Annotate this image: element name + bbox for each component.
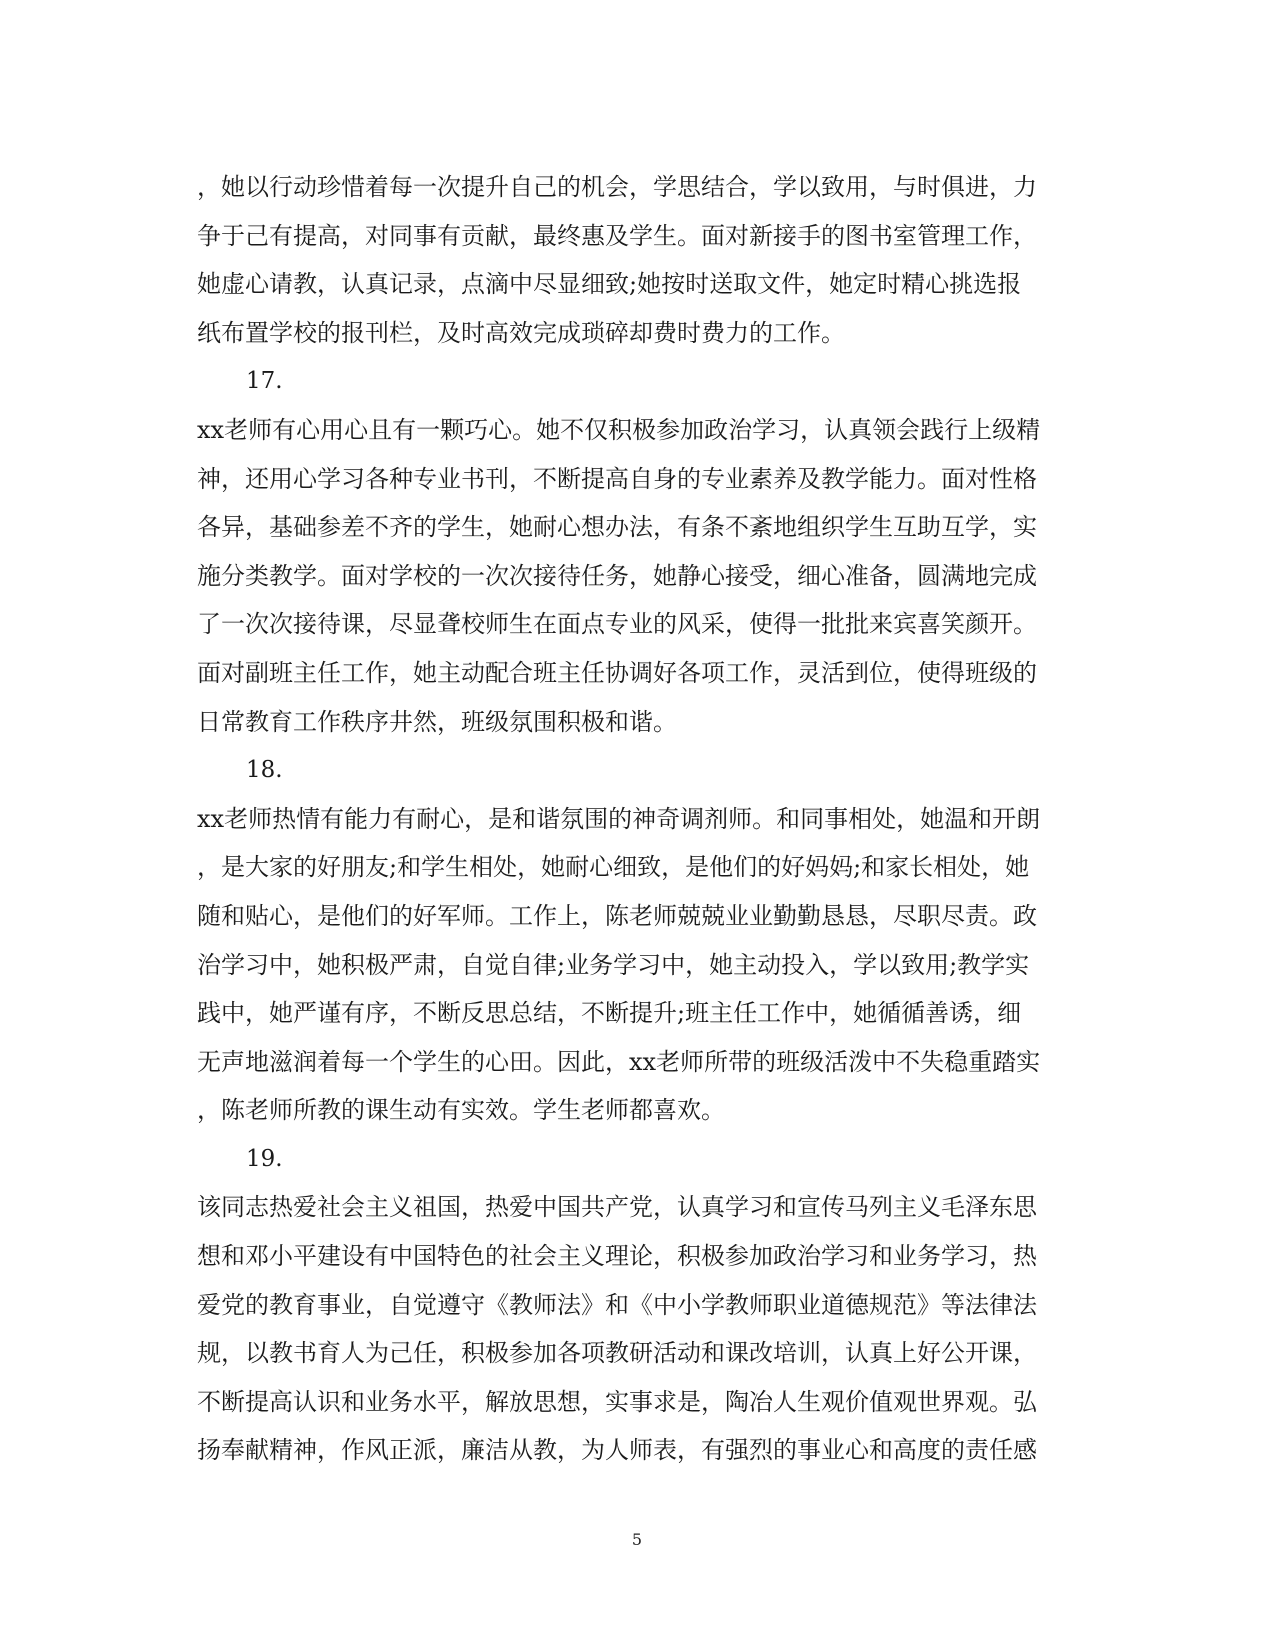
paragraph [197, 163, 1077, 357]
paragraph [197, 795, 1077, 1135]
text-line: 了一次次接待课，尽显聋校师生在面点专业的风采，使得一批批来宾喜笑颜开。 [197, 610, 1037, 639]
text-line: ，她以行动珍惜着每一次提升自己的机会，学思结合，学以致用，与时俱进，力 [197, 173, 1037, 201]
text-line: 爱党的教育事业，自觉遵守《教师法》和《中小学教师职业道德规范》等法律法 [197, 1290, 1037, 1319]
text-line: xx老师有心用心且有一颗巧心。她不仅积极参加政治学习，认真领会践行上级精 [197, 415, 1041, 444]
section-number: 17. [246, 368, 283, 395]
text-line: 扬奉献精神，作风正派，廉洁从教，为人师表，有强烈的事业心和高度的责任感 [197, 1436, 1037, 1465]
section-number: 19. [246, 1145, 283, 1172]
text-line: 想和邓小平建设有中国特色的社会主义理论，积极参加政治学习和业务学习，热 [197, 1242, 1037, 1271]
text-line: 纸布置学校的报刊栏，及时高效完成琐碎却费时费力的工作。 [197, 318, 845, 347]
paragraph [197, 1183, 1077, 1475]
text-line: 争于己有提高，对同事有贡献，最终惠及学生。面对新接手的图书室管理工作， [197, 221, 1037, 250]
text-line: 神，还用心学习各种专业书刊，不断提高自身的专业素养及教学能力。面对性格 [197, 464, 1037, 493]
text-line: 该同志热爱社会主义祖国，热爱中国共产党，认真学习和宣传马列主义毛泽东思 [197, 1193, 1037, 1222]
text-line: 践中，她严谨有序，不断反思总结，不断提升;班主任工作中，她循循善诱，细 [197, 999, 1022, 1028]
section-number: 18. [246, 757, 283, 784]
text-line: 随和贴心，是他们的好军师。工作上，陈老师兢兢业业勤勤恳恳，尽职尽责。政 [197, 901, 1037, 930]
text-line: 施分类教学。面对学校的一次次接待任务，她静心接受，细心准备，圆满地完成 [197, 561, 1037, 590]
text-line: 面对副班主任工作，她主动配合班主任协调好各项工作，灵活到位，使得班级的 [197, 658, 1037, 687]
text-line: ，是大家的好朋友;和学生相处，她耐心细致，是他们的好妈妈;和家长相处，她 [197, 853, 1030, 882]
text-line: 规，以教书育人为己任，积极参加各项教研活动和课改培训，认真上好公开课， [197, 1339, 1037, 1368]
text-line: ，陈老师所教的课生动有实效。学生老师都喜欢。 [197, 1096, 725, 1125]
text-line: 治学习中，她积极严肃，自觉自律;业务学习中，她主动投入，学以致用;教学实 [197, 950, 1030, 979]
paragraph [197, 406, 1077, 746]
text-line: 她虚心请教，认真记录，点滴中尽显细致;她按时送取文件，她定时精心挑选报 [197, 270, 1022, 299]
text-line: 各异，基础参差不齐的学生，她耐心想办法，有条不紊地组织学生互助互学，实 [197, 513, 1037, 542]
text-line: 无声地滋润着每一个学生的心田。因此，xx老师所带的班级活泼中不失稳重踏实 [197, 1047, 1041, 1076]
page-number: 5 [631, 1530, 643, 1549]
text-line: xx老师热情有能力有耐心，是和谐氛围的神奇调剂师。和同事相处，她温和开朗 [197, 804, 1041, 833]
document-body [197, 163, 1077, 1475]
text-line: 不断提高认识和业务水平，解放思想，实事求是，陶冶人生观价值观世界观。弘 [197, 1387, 1037, 1416]
text-line: 日常教育工作秩序井然，班级氛围积极和谐。 [197, 707, 677, 736]
